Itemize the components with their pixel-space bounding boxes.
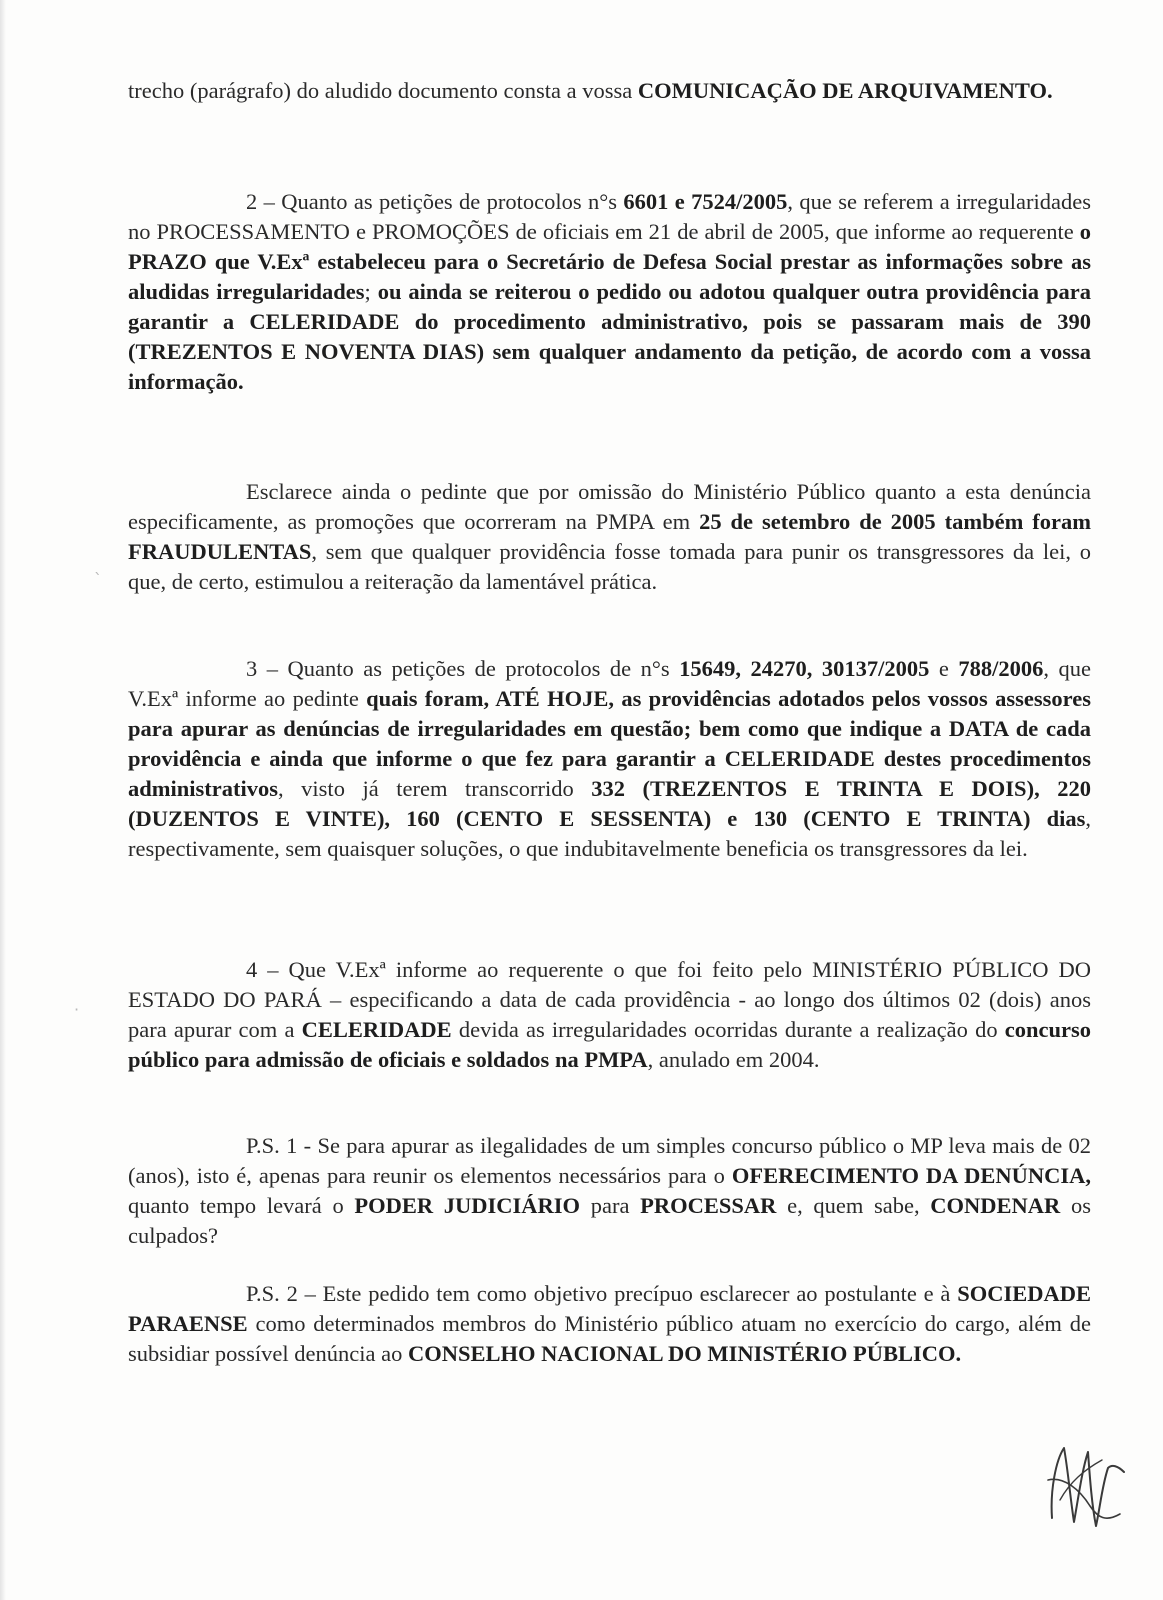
- signature-stroke: [1052, 1448, 1124, 1526]
- bold-text-run: CONDENAR: [930, 1193, 1061, 1218]
- text-run: ;: [364, 279, 378, 304]
- bold-text-run: 25 de setembro de 2005 também foram FRAUDULENTAS: [128, 509, 1091, 564]
- bold-text-run: SOCIEDADE PARAENSE: [128, 1281, 1091, 1336]
- bold-text-run: CELERIDADE: [301, 1017, 452, 1042]
- text-run: devida as irregularidades ocorridas durante a realização do: [451, 1017, 1005, 1042]
- paragraph-item-2: [128, 187, 1091, 397]
- text-run: , visto já terem transcorrido: [278, 776, 592, 801]
- text-run: P.S. 2 – Este pedido tem como objetivo precípuo esclarecer ao postulante e à: [246, 1281, 958, 1306]
- text-run: os culpados?: [128, 1193, 1091, 1248]
- margin-mark: `: [94, 570, 102, 589]
- text-run: 4 – Que V.Exª informe ao requerente o que foi feito pelo MINISTÉRIO PÚBLICO DO ESTADO DO PARÁ – especificando a data de cada providência - ao longo dos últimos 02 (dois) anos para apurar com a: [128, 957, 1091, 1042]
- text-run: , anulado em 2004.: [647, 1047, 820, 1072]
- paragraph-item-4: [128, 955, 1091, 1075]
- text-run: , sem que qualquer providência fosse tomada para punir os transgressores da lei, o que, de certo, estimulou a reiteração da lamentável prática.: [128, 539, 1091, 594]
- bold-text-run: CONSELHO NACIONAL DO MINISTÉRIO PÚBLICO.: [407, 1341, 962, 1366]
- text-run: quanto tempo levará o: [128, 1193, 355, 1218]
- text-run: e: [929, 656, 959, 681]
- handwritten-signature-icon: [1040, 1430, 1126, 1540]
- text-run: 3 – Quanto as petições de protocolos de n°s: [246, 656, 680, 681]
- bold-text-run: COMUNICAÇÃO DE ARQUIVAMENTO.: [637, 78, 1053, 103]
- scan-edge-shadow: [0, 0, 6, 1600]
- text-run: , respectivamente, sem quaisquer soluções, o que indubitavelmente beneficia os transgressores da lei.: [128, 806, 1091, 861]
- bold-text-run: 15649, 24270, 30137/2005: [679, 656, 930, 681]
- bold-text-run: quais foram, ATÉ HOJE, as providências adotados pelos vossos assessores para apurar as denúncias de irregularidades em questão; bem como que indique a DATA de cada providência e ainda que informe o que fez para garantir a CELERIDADE destes procedimentos administrativos: [128, 686, 1091, 801]
- bold-text-run: PODER JUDICIÁRIO: [354, 1193, 581, 1218]
- bold-text-run: concurso público para admissão de oficiais e soldados na PMPA: [128, 1017, 1091, 1072]
- paragraph-item-3: [128, 654, 1091, 864]
- text-run: 2 – Quanto as petições de protocolos n°s: [246, 189, 624, 214]
- text-run: , que se referem a irregularidades no PROCESSAMENTO e PROMOÇÕES de oficiais em 21 de abril de 2005, que informe ao requerente: [128, 189, 1091, 244]
- margin-mark: ·: [74, 1000, 80, 1019]
- text-run: como determinados membros do Ministério público atuam no exercício do cargo, além de subsidiar possível denúncia ao: [128, 1311, 1091, 1366]
- bold-text-run: PROCESSAR: [640, 1193, 777, 1218]
- text-run: , que V.Exª informe ao pedinte: [128, 656, 1091, 711]
- signature-stroke: [1048, 1479, 1120, 1518]
- text-run: Esclarece ainda o pedinte que por omissão do Ministério Público quanto a esta denúncia especificamente, as promoções que ocorreram na PMPA em: [128, 479, 1091, 534]
- bold-text-run: 6601 e 7524/2005: [623, 189, 788, 214]
- bold-text-run: ou ainda se reiterou o pedido ou adotou qualquer outra providência para garantir a CELERIDADE do procedimento administrativo, pois se passaram mais de 390 (TREZENTOS E NOVENTA DIAS) sem qualquer andamento da petição, de acordo com a vossa informação.: [128, 279, 1091, 394]
- bold-text-run: o PRAZO que V.Exª estabeleceu para o Secretário de Defesa Social prestar as informações sobre as aludidas irregularidades: [128, 219, 1091, 304]
- text-run: P.S. 1 - Se para apurar as ilegalidades de um simples concurso público o MP leva mais de 02 (anos), isto é, apenas para reunir os elementos necessários para o: [128, 1133, 1091, 1188]
- paragraph-esclarece: [128, 477, 1091, 597]
- bold-text-run: OFERECIMENTO DA DENÚNCIA,: [731, 1163, 1092, 1188]
- text-run: para: [580, 1193, 641, 1218]
- paragraph-arquivamento: [128, 76, 1091, 106]
- paragraph-ps-2: [128, 1279, 1091, 1369]
- paragraph-ps-1: [128, 1131, 1091, 1251]
- bold-text-run: 788/2006: [958, 656, 1044, 681]
- text-run: e, quem sabe,: [776, 1193, 931, 1218]
- text-run: trecho (parágrafo) do aludido documento consta a vossa: [128, 78, 638, 103]
- bold-text-run: 332 (TREZENTOS E TRINTA E DOIS), 220 (DUZENTOS E VINTE), 160 (CENTO E SESSENTA) e 130 (CENTO E TRINTA) dias: [128, 776, 1091, 831]
